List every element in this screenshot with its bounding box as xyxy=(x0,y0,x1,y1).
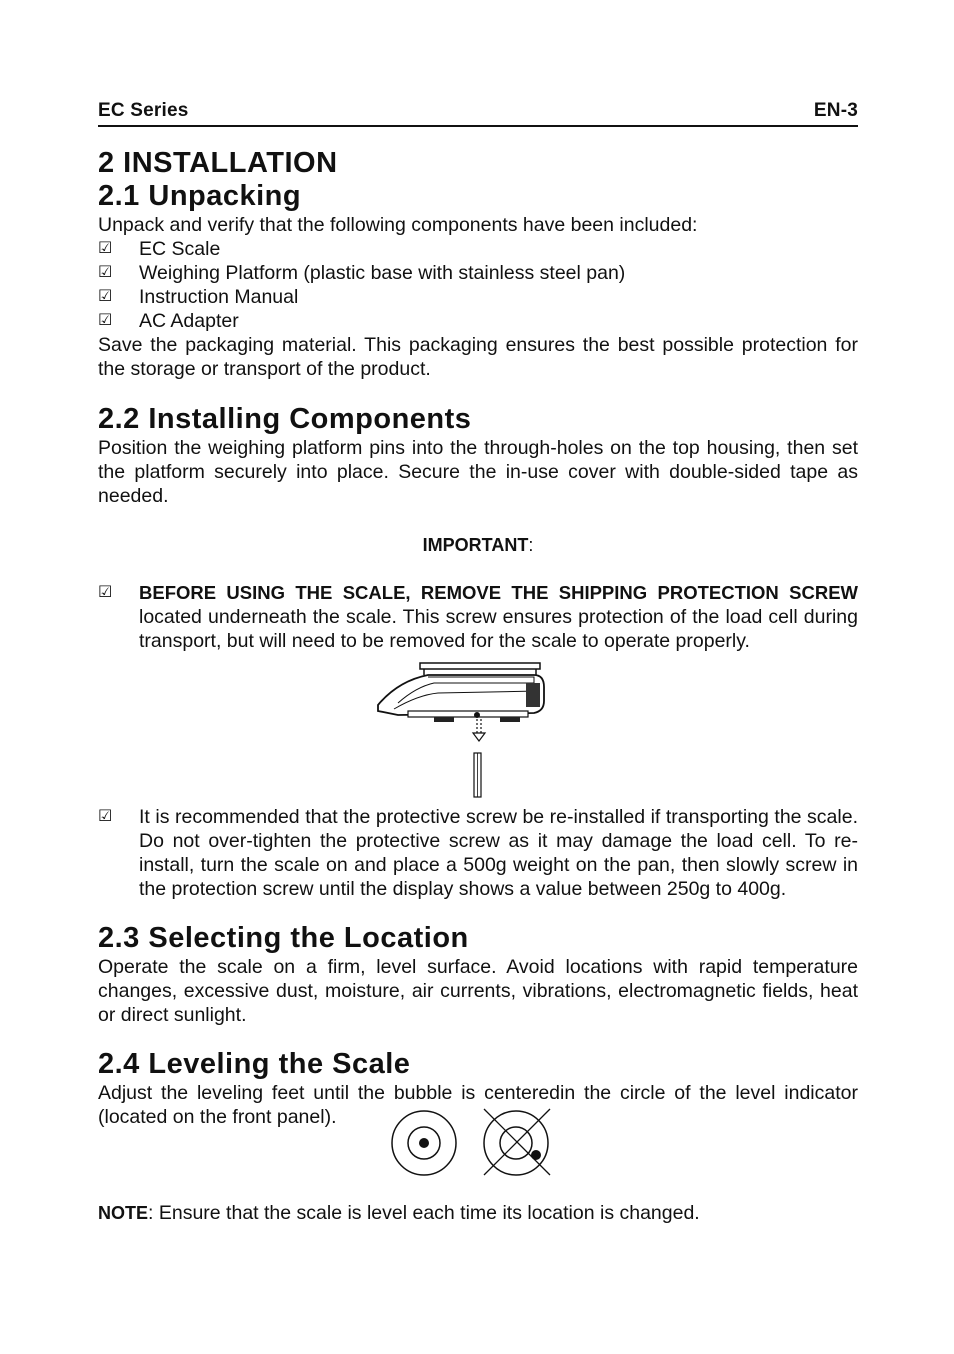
scale-side-view-illustration xyxy=(98,653,858,803)
list-item: ☑ BEFORE USING THE SCALE, REMOVE THE SHIPPING PROTECTION SCREW located underneath the scale. This screw ensures protection of the load cell during transport, but will need to be removed for the scale to operate properly. xyxy=(98,582,858,652)
level-incorrect-icon xyxy=(484,1109,550,1175)
list-item: ☑ Instruction Manual xyxy=(98,286,299,308)
series-name: EC Series xyxy=(98,100,189,121)
components-list xyxy=(98,237,858,333)
scale-diagram xyxy=(98,653,858,803)
location-heading: 2.3 Selecting the Location xyxy=(98,922,469,954)
level-indicator-figure xyxy=(98,1103,858,1179)
page-header xyxy=(98,96,858,127)
warning-text: BEFORE USING THE SCALE, REMOVE THE SHIPPING PROTECTION SCREW xyxy=(139,582,858,603)
checkbox-checked-icon: ☑ xyxy=(98,808,113,825)
note-label: NOTE xyxy=(98,1203,149,1223)
checkbox-checked-icon: ☑ xyxy=(98,312,113,329)
leveling-body: Adjust the leveling feet until the bubble is centeredin the circle of the level indicator (located on the front panel). xyxy=(98,1082,858,1128)
unpacking-outro: Save the packaging material. This packaging ensures the best possible protection for the storage or transport of the product. xyxy=(98,334,858,380)
installing-heading: 2.2 Installing Components xyxy=(98,403,472,435)
checkbox-checked-icon: ☑ xyxy=(98,288,113,305)
important-list-1 xyxy=(98,581,858,653)
location-body: Operate the scale on a firm, level surface. Avoid locations with rapid temperature changes, excessive dust, moisture, air currents, vibrations, electromagnetic fields, heat or direct sunlight. xyxy=(98,956,858,1026)
unpacking-intro: Unpack and verify that the following components have been included: xyxy=(98,214,698,236)
note-text: : Ensure that the scale is level each time its location is changed. xyxy=(148,1202,700,1224)
level-correct-icon xyxy=(392,1111,456,1175)
list-item: ☑ EC Scale xyxy=(98,238,221,260)
important-label: IMPORTANT: xyxy=(422,535,534,555)
checkbox-checked-icon: ☑ xyxy=(98,264,113,281)
list-item: ☑ AC Adapter xyxy=(98,310,239,332)
important-list-2 xyxy=(98,805,858,901)
installing-body: Position the weighing platform pins into the through-holes on the top housing, then set the platform securely into place. Secure the in-use cover with double-sided tape as needed. xyxy=(98,437,858,507)
page-number: EN-3 xyxy=(813,100,858,121)
checkbox-checked-icon: ☑ xyxy=(98,584,113,601)
level-indicator-illustration xyxy=(390,1103,560,1179)
note-line xyxy=(98,1201,858,1225)
list-item: ☑ Weighing Platform (plastic base with stainless steel pan) xyxy=(98,262,626,284)
leveling-heading: 2.4 Leveling the Scale xyxy=(98,1048,411,1080)
manual-page xyxy=(98,96,858,1225)
section-title: 2 INSTALLATION xyxy=(98,147,338,179)
list-item: ☑ It is recommended that the protective screw be re-installed if transporting the scale. Do not over-tighten the protective screw as it may damage the load cell. To re-install, turn the scale on and place a 500g weight on the pan, then slowly screw in the protection screw until the display shows a value between 250g to 400g. xyxy=(98,806,858,900)
checkbox-checked-icon: ☑ xyxy=(98,240,113,257)
unpacking-heading: 2.1 Unpacking xyxy=(98,180,302,212)
